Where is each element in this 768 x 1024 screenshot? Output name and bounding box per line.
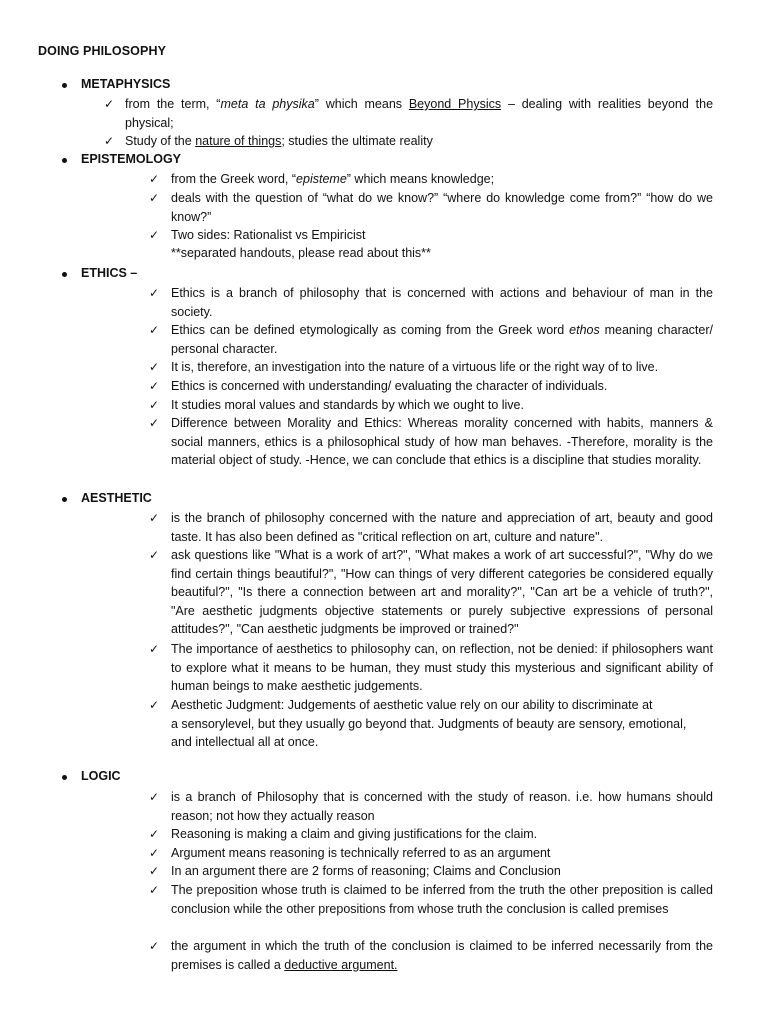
checkmark-icon: ✓ — [149, 172, 160, 186]
list-item-text: Argument means reasoning is technically referred to as an argument — [171, 846, 551, 860]
list-item-text: It is, therefore, an investigation into the nature of a virtuous life or the right way of to live. — [171, 360, 659, 374]
list-item — [149, 284, 713, 321]
checkmark-icon: ✓ — [149, 642, 160, 656]
list-item — [149, 881, 713, 918]
checkmark-icon: ✓ — [149, 827, 160, 841]
section-heading-label: AESTHETIC — [81, 491, 152, 505]
list-item — [149, 226, 713, 245]
list-item — [149, 321, 713, 358]
section-heading-label: EPISTEMOLOGY — [81, 152, 182, 166]
list-item-text: Aesthetic Judgment: Judgements of aesthetic value rely on our ability to discriminate at a sensorylevel, but they usually go beyond that. Judgments of beauty are sensory, emotional, and intellectual all at once. — [171, 698, 687, 750]
checkmark-icon: ✓ — [149, 191, 160, 205]
section-heading-label: ETHICS – — [81, 266, 138, 280]
list-item — [149, 862, 713, 881]
bullet-icon — [62, 497, 67, 502]
checkmark-icon: ✓ — [149, 228, 160, 242]
list-item — [149, 937, 713, 974]
checkmark-icon: ✓ — [149, 511, 160, 525]
list-item — [149, 546, 713, 639]
checkmark-icon: ✓ — [149, 548, 160, 562]
bullet-icon — [62, 272, 67, 277]
checkmark-icon: ✓ — [149, 846, 160, 860]
list-item-text: ask questions like "What is a work of art?", "What makes a work of art successful?", "Why do we find certain things beautiful?", "How can things of very different categories be considered equally beautiful?", "Is there a connection between art and morality?", "Can art be a vehicle of truth?", "Are aesthetic judgments objective statements or purely subjective expressions of personal attitudes?", "Can aesthetic judgments be improved or trained?" — [171, 548, 713, 637]
list-item — [149, 640, 713, 696]
list-item-text: Difference between Morality and Ethics: Whereas morality concerned with habits, manners & social manners, ethics is a philosophical study of how man behaves. -Therefore, morality is the material object of study. -Hence, we can conclude that ethics is a discipline that studies morality. — [171, 416, 713, 468]
checkmark-icon: ✓ — [149, 398, 160, 412]
list-item — [104, 132, 713, 151]
checkmark-icon: ✓ — [149, 883, 160, 897]
list-item-text: from the Greek word, “episteme” which means knowledge; — [171, 172, 495, 186]
list-item — [149, 358, 713, 377]
list-item-text: is the branch of philosophy concerned with the nature and appreciation of art, beauty and good taste. It has also been defined as "critical reflection on art, culture and nature". — [171, 511, 713, 544]
checkmark-icon: ✓ — [149, 416, 160, 430]
list-item — [149, 414, 713, 470]
list-item-text: In an argument there are 2 forms of reasoning; Claims and Conclusion — [171, 864, 561, 878]
list-item — [149, 170, 713, 189]
list-item-text: The preposition whose truth is claimed to be inferred from the truth the other preposition is called conclusion while the other prepositions from whose truth the conclusion is called premises — [171, 883, 713, 916]
list-item — [104, 95, 713, 132]
checkmark-icon: ✓ — [149, 360, 160, 374]
checkmark-icon: ✓ — [149, 939, 160, 953]
list-item-text: Reasoning is making a claim and giving justifications for the claim. — [171, 827, 538, 841]
list-item-text: Two sides: Rationalist vs Empiricist — [171, 228, 366, 242]
list-item — [149, 696, 713, 752]
note-text: **separated handouts, please read about this** — [171, 246, 431, 260]
list-item-text: Ethics is concerned with understanding/ evaluating the character of individuals. — [171, 379, 608, 393]
checkmark-icon: ✓ — [104, 97, 115, 111]
list-item — [149, 189, 713, 226]
list-item-text: from the term, “meta ta physika” which means Beyond Physics – dealing with realities beyond the physical; — [125, 97, 714, 130]
list-item-text: The importance of aesthetics to philosophy can, on reflection, not be denied: if philosophers want to explore what it means to be human, they must study this mysterious and significant ability of human beings to make aesthetic judgements. — [171, 642, 713, 694]
list-item-text: deals with the question of “what do we know?” “where do knowledge come from?” “how do we know?” — [171, 191, 713, 224]
checkmark-icon: ✓ — [149, 379, 160, 393]
checkmark-icon: ✓ — [149, 286, 160, 300]
bullet-icon — [62, 775, 67, 780]
checkmark-icon: ✓ — [104, 134, 115, 148]
page-title: DOING PHILOSOPHY — [38, 44, 167, 58]
checkmark-icon: ✓ — [149, 864, 160, 878]
list-item — [149, 377, 713, 396]
bullet-icon — [62, 83, 67, 88]
list-item — [149, 844, 713, 863]
checkmark-icon: ✓ — [149, 323, 160, 337]
list-item-text: the argument in which the truth of the conclusion is claimed to be inferred necessarily from the premises is called a deductive argument. — [171, 939, 713, 972]
list-item-text: Ethics is a branch of philosophy that is concerned with actions and behaviour of man in the society. — [171, 286, 713, 319]
list-item-text: is a branch of Philosophy that is concerned with the study of reason. i.e. how humans should reason; not how they actually reason — [171, 790, 713, 823]
bullet-icon — [62, 158, 67, 163]
list-item-text: Study of the nature of things; studies the ultimate reality — [125, 134, 433, 148]
section-heading-label: LOGIC — [81, 769, 121, 783]
section-heading-label: METAPHYSICS — [81, 77, 171, 91]
checkmark-icon: ✓ — [149, 698, 160, 712]
list-item — [149, 396, 713, 415]
list-item — [149, 825, 713, 844]
list-item — [149, 509, 713, 546]
list-item-text: It studies moral values and standards by which we ought to live. — [171, 398, 524, 412]
checkmark-icon: ✓ — [149, 790, 160, 804]
list-item-text: Ethics can be defined etymologically as coming from the Greek word ethos meaning character/ personal character. — [171, 323, 713, 356]
list-item — [149, 788, 713, 825]
